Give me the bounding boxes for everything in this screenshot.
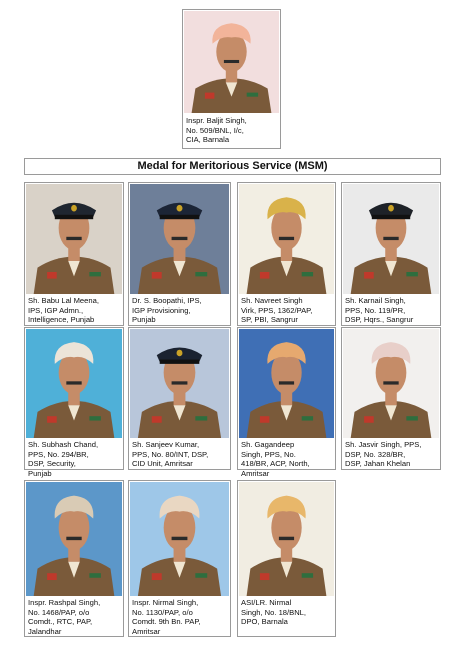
caption-line: Sh. Sanjeev Kumar, bbox=[132, 440, 200, 449]
officer-photo bbox=[239, 184, 334, 294]
caption-line: Comdt., RTC, PAP, bbox=[28, 617, 93, 627]
officer-caption bbox=[186, 116, 278, 145]
officer-caption bbox=[345, 296, 438, 325]
caption-line: PPS, No. 119/PR, bbox=[345, 305, 406, 315]
officer-card bbox=[128, 327, 231, 470]
officer-card bbox=[24, 480, 124, 637]
officer-card bbox=[128, 182, 231, 326]
officer-photo bbox=[130, 329, 229, 438]
officer-caption bbox=[345, 440, 438, 469]
officer-photo bbox=[130, 184, 229, 294]
caption-line: DSP, Hqrs., Sangrur bbox=[345, 315, 414, 325]
caption-line: No. 509/BNL, I/c, bbox=[186, 125, 244, 135]
caption-line: Virk, PPS, 1362/PAP, bbox=[241, 305, 313, 315]
officer-caption bbox=[132, 440, 228, 469]
caption-line: CIA, Barnala bbox=[186, 135, 230, 145]
officer-photo bbox=[184, 11, 279, 113]
caption-line: No. 1130/PAP, o/o bbox=[132, 607, 193, 617]
caption-line: CID Unit, Amritsar bbox=[132, 459, 193, 469]
officer-photo bbox=[130, 482, 229, 596]
caption-line: DSP, No. 328/BR, bbox=[345, 449, 406, 459]
officer-caption bbox=[132, 598, 228, 636]
caption-line: PPS, No. 294/BR, bbox=[28, 449, 89, 459]
officer-photo bbox=[343, 184, 439, 294]
caption-line: Punjab bbox=[132, 315, 156, 325]
caption-line: Intelligence, Punjab bbox=[28, 315, 95, 325]
caption-line: Amritsar bbox=[241, 468, 270, 478]
top-officer-card bbox=[182, 9, 281, 149]
caption-line: IGP Provisioning, bbox=[132, 305, 191, 315]
officer-caption bbox=[241, 598, 333, 627]
officer-photo bbox=[26, 184, 122, 294]
officer-card bbox=[24, 327, 124, 478]
caption-line: IPS, IGP Admn., bbox=[28, 305, 84, 315]
caption-line: DSP, Security, bbox=[28, 459, 76, 469]
caption-line: DPO, Barnala bbox=[241, 617, 288, 627]
officer-card bbox=[341, 327, 441, 470]
caption-line: Inspr. Baljit Singh, bbox=[186, 116, 247, 125]
caption-line: Amritsar bbox=[132, 626, 161, 636]
officer-photo bbox=[26, 329, 122, 438]
caption-line: ASI/LR. Nirmal bbox=[241, 598, 292, 607]
officer-caption bbox=[132, 296, 228, 325]
caption-line: PPS, No. 80/INT, DSP, bbox=[132, 449, 209, 459]
officer-photo bbox=[239, 482, 334, 596]
officer-card bbox=[128, 480, 231, 637]
caption-line: No. 1468/PAP, o/o bbox=[28, 607, 90, 617]
officer-photo bbox=[239, 329, 334, 438]
caption-line: Inspr. Nirmal Singh, bbox=[132, 598, 199, 607]
caption-line: Dr. S. Boopathi, IPS, bbox=[132, 296, 202, 305]
officer-caption bbox=[28, 440, 121, 478]
caption-line: Singh, No. 18/BNL, bbox=[241, 607, 307, 617]
caption-line: Sh. Jasvir Singh, PPS, bbox=[345, 440, 422, 449]
officer-card bbox=[237, 480, 336, 637]
officer-caption bbox=[28, 598, 121, 636]
caption-line: 418/BR, ACP, North, bbox=[241, 459, 310, 469]
caption-line: Inspr. Rashpal Singh, bbox=[28, 598, 101, 607]
caption-line: Sh. Gagandeep bbox=[241, 440, 295, 449]
officer-card bbox=[237, 327, 336, 478]
officer-card bbox=[24, 182, 124, 326]
officer-photo bbox=[343, 329, 439, 438]
caption-line: DSP, Jahan Khelan bbox=[345, 459, 411, 469]
caption-line: Jalandhar bbox=[28, 626, 62, 636]
caption-line: Sh. Karnail Singh, bbox=[345, 296, 406, 305]
officer-photo bbox=[26, 482, 122, 596]
caption-line: Sh. Navreet Singh bbox=[241, 296, 303, 305]
officer-caption bbox=[28, 296, 121, 325]
caption-line: Sh. Babu Lal Meena, bbox=[28, 296, 99, 305]
page-title: Medal for Meritorious Service (MSM) bbox=[24, 158, 441, 175]
officer-card bbox=[237, 182, 336, 326]
caption-line: Punjab bbox=[28, 468, 52, 478]
officer-caption bbox=[241, 440, 333, 478]
caption-line: Singh, PPS, No. bbox=[241, 449, 296, 459]
officer-card bbox=[341, 182, 441, 326]
officer-caption bbox=[241, 296, 333, 325]
caption-line: SP, PBI, Sangrur bbox=[241, 315, 298, 325]
caption-line: Comdt. 9th Bn. PAP, bbox=[132, 617, 201, 627]
caption-line: Sh. Subhash Chand, bbox=[28, 440, 99, 449]
